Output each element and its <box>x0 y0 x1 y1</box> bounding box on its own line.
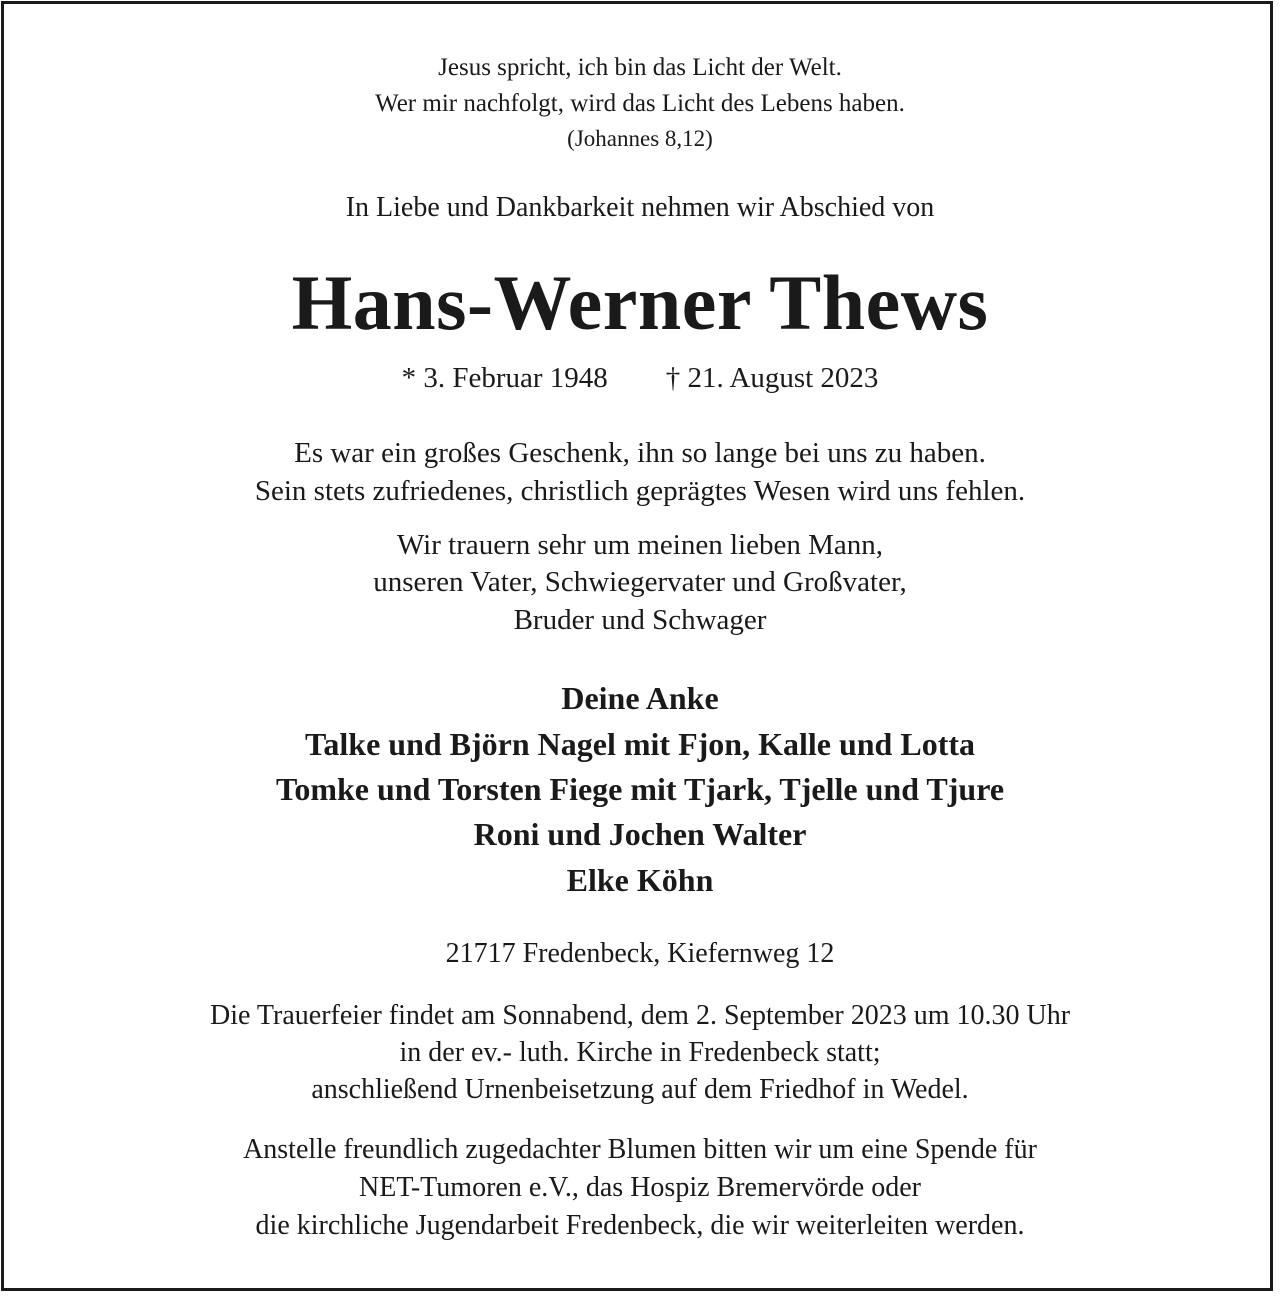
bible-verse-line-2: Wer mir nachfolgt, wird das Licht des Lebens haben. <box>375 90 905 117</box>
life-dates <box>0 362 1280 395</box>
address: 21717 Fredenbeck, Kiefernweg 12 <box>445 938 835 969</box>
bible-verse-line-1: Jesus spricht, ich bin das Licht der Welt. <box>438 54 842 81</box>
family-member: Tomke und Torsten Fiege mit Tjark, Tjelle und Tjure <box>275 771 1005 807</box>
tribute-line-1: Es war ein großes Geschenk, ihn so lange bei uns zu haben. <box>294 437 986 469</box>
family-member: Talke und Björn Nagel mit Fjon, Kalle und Lotta <box>304 726 975 762</box>
service-line-1: Die Trauerfeier findet am Sonnabend, dem 2. September 2023 um 10.30 Uhr <box>209 1000 1071 1031</box>
bible-verse-reference: (Johannes 8,12) <box>567 126 713 151</box>
intro-text: In Liebe und Dankbarkeit nehmen wir Abschied von <box>345 192 935 223</box>
death-date: † 21. August 2023 <box>665 362 879 394</box>
birth-date: * 3. Februar 1948 <box>401 362 608 394</box>
service-line-2: in der ev.- luth. Kirche in Fredenbeck statt; <box>399 1037 881 1068</box>
deceased-name: Hans-Werner Thews <box>291 259 989 346</box>
mourning-line-3: Bruder und Schwager <box>513 604 767 636</box>
family-member: Elke Köhn <box>566 862 714 898</box>
tribute-line-2: Sein stets zufriedenes, christlich geprägtes Wesen wird uns fehlen. <box>254 475 1026 507</box>
family-member: Roni und Jochen Walter <box>473 816 807 852</box>
service-line-3: anschließend Urnenbeisetzung auf dem Friedhof in Wedel. <box>311 1074 969 1105</box>
mourning-line-1: Wir trauern sehr um meinen lieben Mann, <box>396 529 884 561</box>
family-member: Deine Anke <box>561 680 719 716</box>
donation-line-3: die kirchliche Jugendarbeit Fredenbeck, die wir weiterleiten werden. <box>255 1210 1025 1241</box>
donation-line-2: NET-Tumoren e.V., das Hospiz Bremervörde oder <box>359 1172 921 1203</box>
mourning-line-2: unseren Vater, Schwiegervater und Großvater, <box>373 566 907 598</box>
donation-line-1: Anstelle freundlich zugedachter Blumen bitten wir um eine Spende für <box>243 1134 1037 1165</box>
